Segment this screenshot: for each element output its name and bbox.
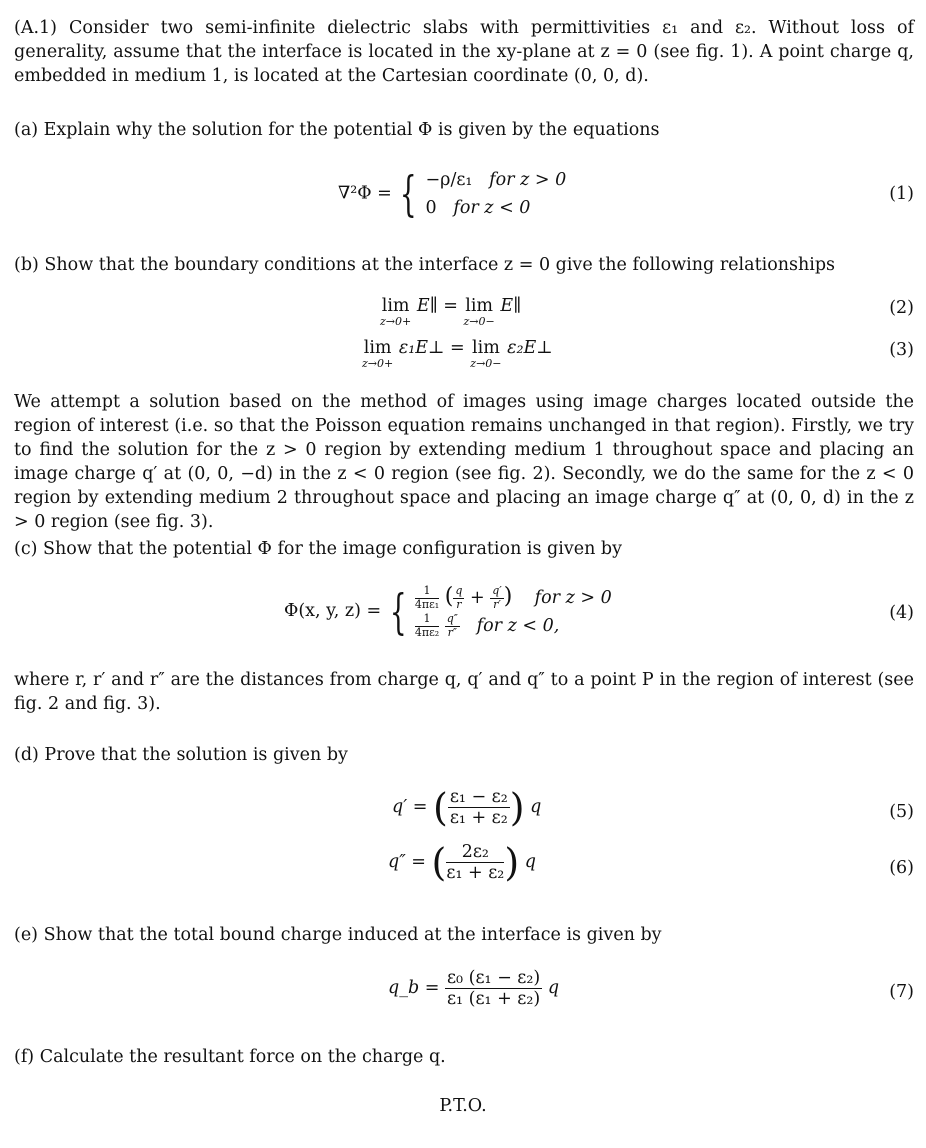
eq4-cond1: for z > 0 bbox=[534, 588, 612, 608]
page-footer-pto: P.T.O. bbox=[439, 1096, 487, 1116]
eq4-lhs: Φ(x, y, z) = bbox=[284, 601, 382, 621]
eq1-case1-cond: for z > 0 bbox=[489, 170, 567, 190]
eq3-lhs: ε₁E⊥ bbox=[398, 338, 445, 358]
eq1-case2-expr: 0 bbox=[425, 198, 437, 218]
eq4-cond2: for z < 0, bbox=[476, 616, 560, 636]
equation-7: q_b = $\frac{\text{ε₀ (ε₁ − ε₂)}}{\text{ε₁ (ε₁ + ε₂)}}$ q bbox=[388, 968, 560, 1010]
eq1-case1-expr: −ρ/ε₁ bbox=[425, 170, 473, 190]
eq3-rhs: ε₂E⊥ bbox=[507, 338, 553, 358]
eq5-number: (5) bbox=[889, 802, 914, 822]
eq4-number: (4) bbox=[889, 603, 914, 623]
part-d-prompt: (d) Prove that the solution is given by bbox=[14, 745, 348, 765]
eq2-lhs: E∥ bbox=[416, 296, 438, 316]
equation-4: Φ(x, y, z) = { $\frac{1}{\text{4πε₁}}$ ( $\frac{q}{r}$ + $\frac{q'}{r'}$ ) for z > 0 $\frac{1}{\text{4πε₂}}$ $\frac{q''}{r''}$ for z < 0, bbox=[284, 583, 612, 640]
part-c-prompt: (c) Show that the potential Φ for the image configuration is given by bbox=[14, 539, 623, 559]
part-e-prompt: (e) Show that the total bound charge induced at the interface is given by bbox=[14, 925, 662, 945]
intro-paragraph: (A.1) Consider two semi-infinite dielectric slabs with permittivities ε₁ and ε₂. Without loss of generality, assume that the interface is located in the xy-plane at z = 0 (see fig. 1). A point charge q, embedded in medium 1, is located at the Cartesian coordinate (0, 0, d). bbox=[14, 18, 914, 86]
eq7-number: (7) bbox=[889, 982, 914, 1002]
equation-5: q′ = ( $\frac{\text{ε₁ − ε₂}}{\text{ε₁ + ε₂}}$ ) q bbox=[392, 785, 542, 830]
eq2-number: (2) bbox=[889, 298, 914, 318]
eq3-number: (3) bbox=[889, 340, 914, 360]
part-b-prompt: (b) Show that the boundary conditions at the interface z = 0 give the following relationships bbox=[14, 255, 836, 275]
eq1-lhs: ∇²Φ = bbox=[338, 183, 392, 204]
equation-3: lim z→0+ ε₁E⊥ = lim z→0− ε₂E⊥ bbox=[362, 338, 553, 370]
part-a-prompt: (a) Explain why the solution for the potential Φ is given by the equations bbox=[14, 120, 660, 140]
where-paragraph: where r, r′ and r″ are the distances from charge q, q′ and q″ to a point P in the region of interest (see fig. 2 and fig. 3). bbox=[14, 670, 914, 714]
eq1-number: (1) bbox=[889, 184, 914, 204]
part-f-prompt: (f) Calculate the resultant force on the charge q. bbox=[14, 1047, 446, 1067]
eq2-rhs: E∥ bbox=[500, 296, 522, 316]
method-paragraph: We attempt a solution based on the method of images using image charges located outside the region of interest (i.e. so that the Poisson equation remains unchanged in that region). Firstly, we try to find the solution for the z > 0 region by extending medium 1 throughout space and placing an image charge q′ at (0, 0, −d) in the z < 0 region (see fig. 2). Secondly, we do the same for the z < 0 region by extending medium 2 throughout space and placing an image charge q″ at (0, 0, d) in the z > 0 region (see fig. 3). bbox=[14, 392, 914, 532]
equation-2: lim z→0+ E∥ = lim z→0− E∥ bbox=[380, 296, 522, 328]
eq6-number: (6) bbox=[889, 858, 914, 878]
equation-6: q″ = ( $\frac{\text{2ε₂}}{\text{ε₁ + ε₂}}$ ) q bbox=[388, 840, 536, 885]
eq1-case2-cond: for z < 0 bbox=[453, 198, 531, 218]
equation-1: ∇²Φ = { −ρ/ε₁ for z > 0 0 for z < 0 bbox=[338, 166, 567, 222]
